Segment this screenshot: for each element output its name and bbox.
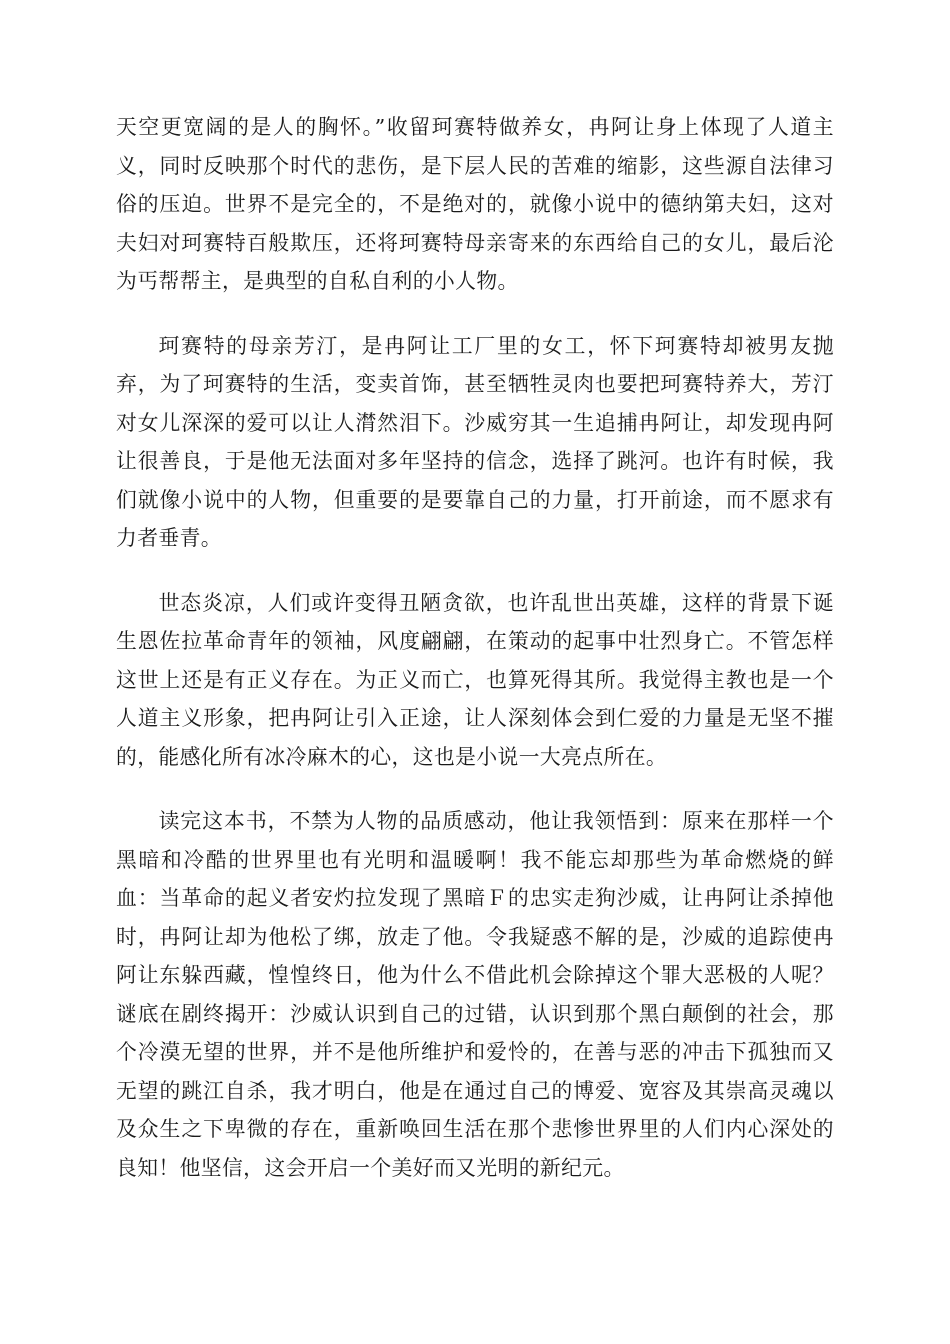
paragraph-1: 天空更宽阔的是人的胸怀。”收留珂赛特做养女，冉阿让身上体现了人道主义，同时反映那个时代的悲伤，是下层人民的苦难的缩影，这些源自法律习俗的压迫。世界不是完全的，不是绝对的，就像小说中的德纳第夫妇，这对夫妇对珂赛特百般欺压，还将珂赛特母亲寄来的东西给自己的女儿，最后沦为丐帮帮主，是典型的自私自利的小人物。	[116, 115, 834, 293]
paragraph-2: 珂赛特的母亲芳汀，是冉阿让工厂里的女工，怀下珂赛特却被男友抛弃，为了珂赛特的生活，变卖首饰，甚至牺牲灵肉也要把珂赛特养大，芳汀对女儿深深的爱可以让人潸然泪下。沙威穷其一生追捕冉阿让，却发现冉阿让很善良，于是他无法面对多年坚持的信念，选择了跳河。也许有时候，我们就像小说中的人物，但重要的是要靠自己的力量，打开前途，而不愿求有力者垂青。	[116, 333, 834, 550]
paragraph-spacer	[116, 776, 834, 802]
document-page	[116, 108, 834, 1187]
paragraph-4: 读完这本书，不禁为人物的品质感动，他让我领悟到：原来在那样一个黑暗和冷酷的世界里也有光明和温暖啊！我不能忘却那些为革命燃烧的鲜血：当革命的起义者安灼拉发现了黑暗Ｆ的忠实走狗沙威，让冉阿让杀掉他时，冉阿让却为他松了绑，放走了他。令我疑惑不解的是，沙威的追踪使冉阿让东躲西藏，惶惶终日，他为什么不借此机会除掉这个罪大恶极的人呢？谜底在剧终揭开：沙威认识到自己的过错，认识到那个黑白颠倒的社会，那个冷漠无望的世界，并不是他所维护和爱怜的，在善与恶的冲击下孤独而又无望的跳江自杀，我才明白，他是在通过自己的博爱、宽容及其崇高灵魂以及众生之下卑微的存在，重新唤回生活在那个悲惨世界里的人们内心深处的良知！他坚信，这会开启一个美好而又光明的新纪元。	[116, 809, 834, 1180]
paragraph-spacer	[116, 301, 834, 327]
paragraph-3: 世态炎凉，人们或许变得丑陋贪欲，也许乱世出英雄，这样的背景下诞生恩佐拉革命青年的领袖，风度翩翩，在策动的起事中壮烈身亡。不管怎样这世上还是有正义存在。为正义而亡，也算死得其所。我觉得主教也是一个人道主义形象，把冉阿让引入正途，让人深刻体会到仁爱的力量是无坚不摧的，能感化所有冰冷麻木的心，这也是小说一大亮点所在。	[116, 590, 834, 769]
paragraph-spacer	[116, 558, 834, 584]
